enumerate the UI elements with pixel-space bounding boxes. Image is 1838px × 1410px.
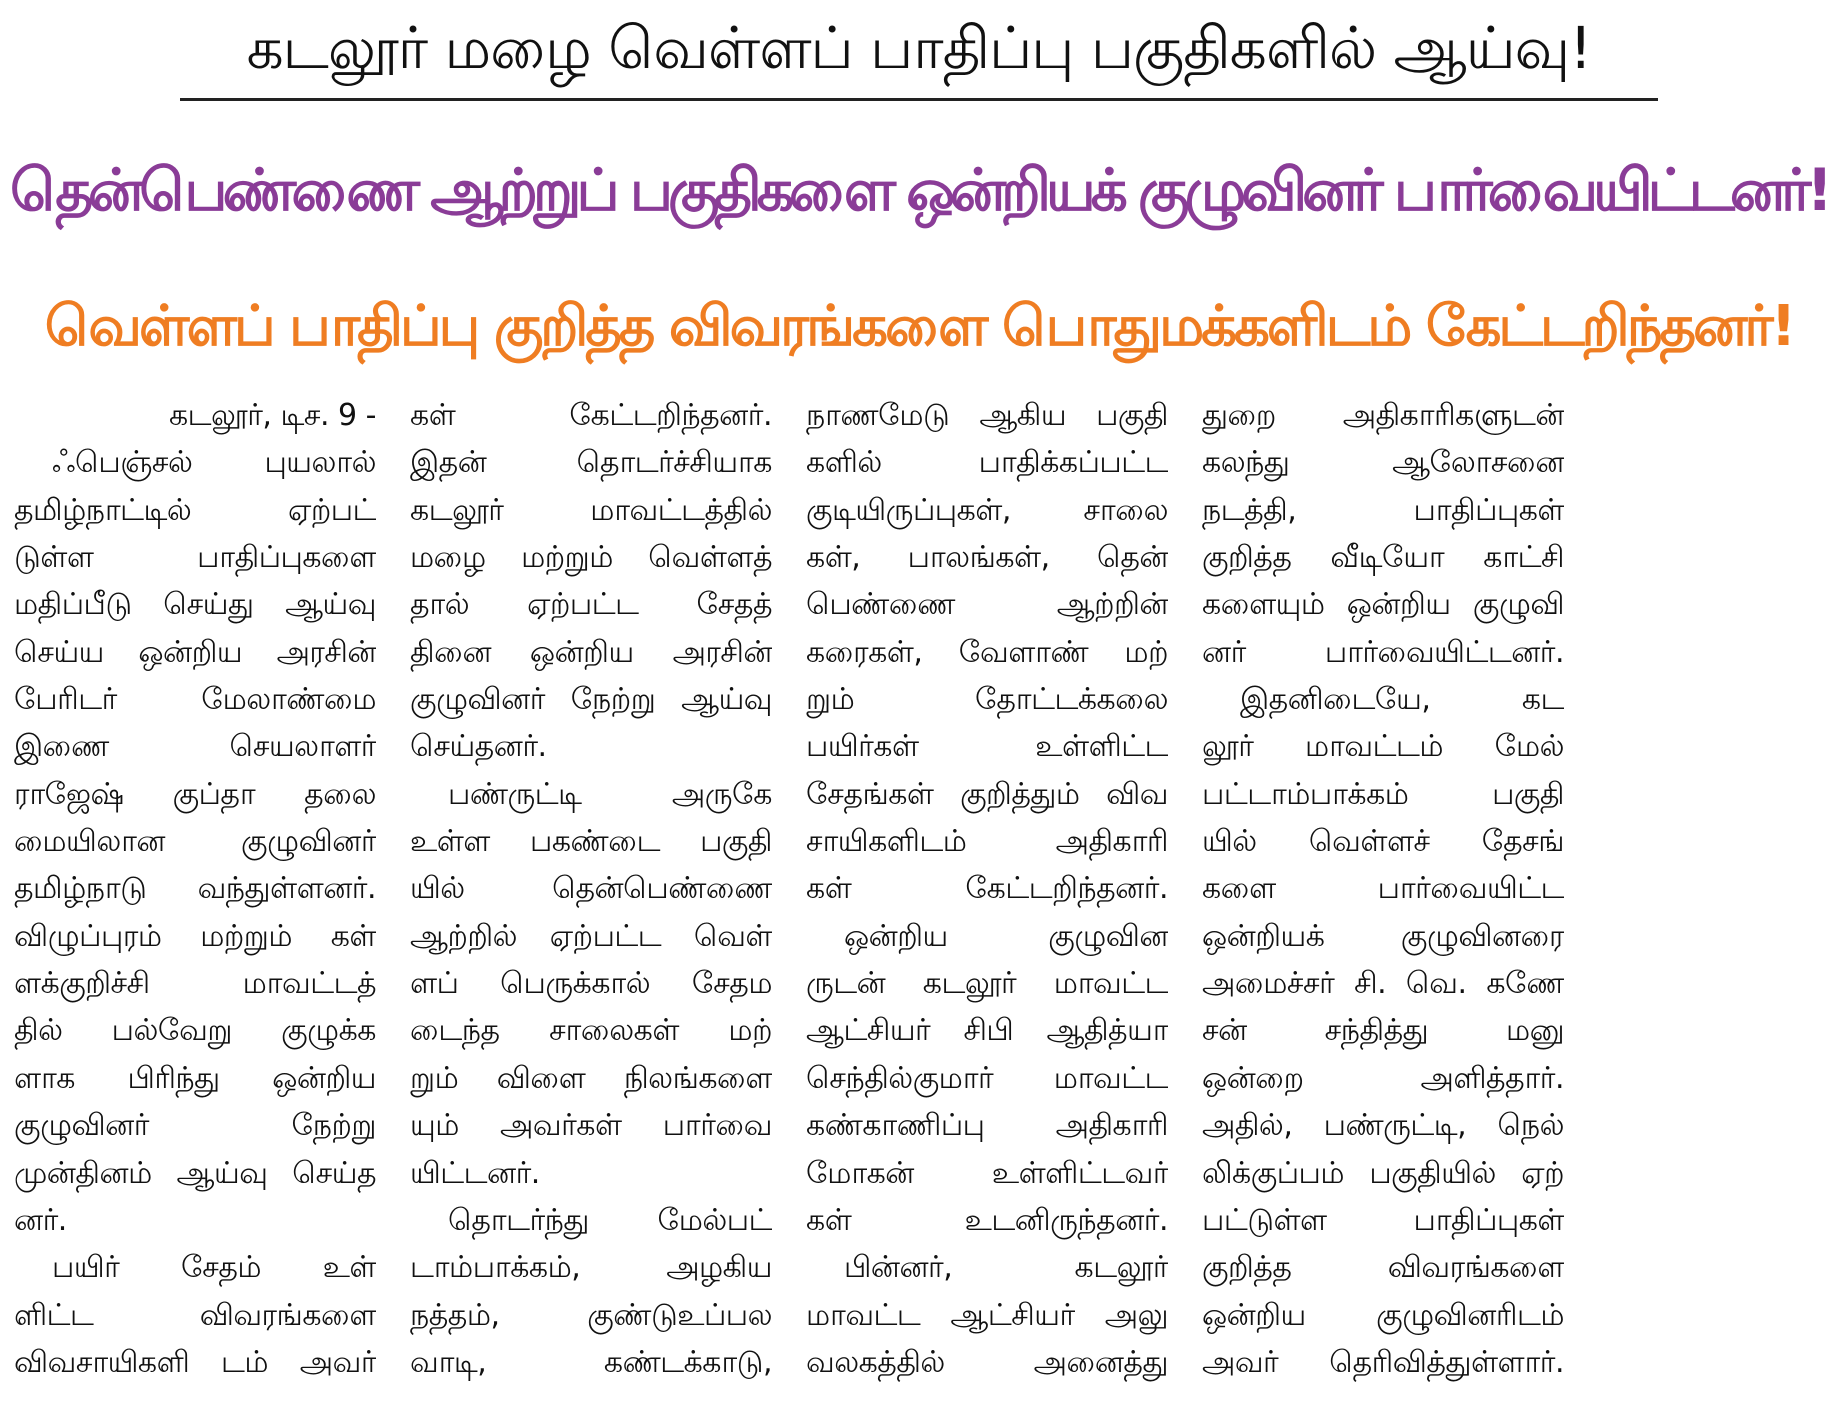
article-line: தமிழ்நாடு வந்துள்ளனர். bbox=[14, 871, 376, 907]
article-line: நடத்தி, பாதிப்புகள் bbox=[1202, 492, 1564, 528]
article-line: தொடர்ந்து மேல்பட் bbox=[448, 1202, 772, 1238]
article-line: யில் வெள்ளச் தேசங் bbox=[1202, 824, 1564, 860]
article-line: சன் சந்தித்து மனு bbox=[1202, 1013, 1564, 1049]
article-line: ளிட்ட விவரங்களை bbox=[14, 1297, 376, 1333]
article-line: குறித்த வீடியோ காட்சி bbox=[1202, 540, 1564, 576]
article-line: பெண்ணை ஆற்றின் bbox=[806, 587, 1168, 623]
article-line: னர் பார்வையிட்டனர். bbox=[1202, 634, 1564, 670]
article-line: யிட்டனர். bbox=[410, 1155, 540, 1191]
article-line: களையும் ஒன்றிய குழுவி bbox=[1202, 587, 1564, 623]
article-line: குழுவினர் நேற்று ஆய்வு bbox=[410, 682, 772, 718]
article-column-4 bbox=[1202, 392, 1564, 1402]
article-line: றும் விளை நிலங்களை bbox=[410, 1060, 772, 1096]
article-line: தினை ஒன்றிய அரசின் bbox=[410, 634, 772, 670]
article-column-2 bbox=[410, 392, 772, 1402]
article-line: உள்ள பகண்டை பகுதி bbox=[410, 824, 772, 860]
article-line: ளக்குறிச்சி மாவட்டத் bbox=[14, 966, 376, 1002]
article-line: ஒன்றியக் குழுவினரை bbox=[1202, 918, 1564, 954]
article-line: கலந்து ஆலோசனை bbox=[1202, 445, 1564, 481]
article-line: னர். bbox=[14, 1202, 67, 1238]
article-line: பேரிடர் மேலாண்மை bbox=[14, 682, 376, 718]
article-line: செய்ய ஒன்றிய அரசின் bbox=[14, 634, 376, 670]
article-line: ஆற்றில் ஏற்பட்ட வெள் bbox=[410, 918, 772, 954]
article-body bbox=[14, 392, 1832, 1402]
article-line: இதனிடையே, கட bbox=[1240, 682, 1564, 718]
article-line: துறை அதிகாரிகளுடன் bbox=[1202, 398, 1564, 433]
article-line: மையிலான குழுவினர் bbox=[14, 824, 376, 860]
article-line: இதன் தொடர்ச்சியாக bbox=[410, 445, 772, 481]
article-line: மாவட்ட ஆட்சியர் அலு bbox=[806, 1297, 1168, 1333]
article-line: குழுவினர் நேற்று bbox=[14, 1108, 376, 1144]
article-line: டுள்ள பாதிப்புகளை bbox=[14, 540, 376, 576]
article-line: முன்தினம் ஆய்வு செய்த bbox=[14, 1155, 376, 1191]
article-line: செந்தில்குமார் மாவட்ட bbox=[806, 1060, 1168, 1096]
article-line: பட்டாம்பாக்கம் பகுதி bbox=[1202, 776, 1564, 812]
article-line: தால் ஏற்பட்ட சேதத் bbox=[410, 587, 772, 623]
article-line: கரைகள், வேளாண் மற் bbox=[806, 634, 1168, 670]
article-line: விழுப்புரம் மற்றும் கள் bbox=[14, 918, 376, 954]
article-line: அமைச்சர் சி. வெ. கணே bbox=[1202, 966, 1564, 1002]
article-line: பட்டுள்ள பாதிப்புகள் bbox=[1202, 1202, 1564, 1238]
article-line: கள் கேட்டறிந்தனர். bbox=[410, 398, 772, 433]
article-line: ருடன் கடலூர் மாவட்ட bbox=[806, 966, 1168, 1002]
article-line: நாணமேடு ஆகிய பகுதி bbox=[806, 398, 1168, 433]
article-line: தில் பல்வேறு குழுக்க bbox=[14, 1013, 376, 1049]
sub-headline: வெள்ளப் பாதிப்பு குறித்த விவரங்களை பொதுமக்களிடம் கேட்டறிந்தனர்! bbox=[44, 294, 1794, 359]
article-line: ஒன்றை அளித்தார். bbox=[1202, 1060, 1564, 1096]
article-line: லிக்குப்பம் பகுதியில் ஏற் bbox=[1202, 1155, 1564, 1191]
article-line: குறித்த விவரங்களை bbox=[1202, 1250, 1564, 1286]
article-line: லூர் மாவட்டம் மேல் bbox=[1202, 729, 1564, 765]
article-line: கள், பாலங்கள், தென் bbox=[806, 540, 1168, 576]
article-line: குடியிருப்புகள், சாலை bbox=[806, 492, 1168, 528]
article-line: யும் அவர்கள் பார்வை bbox=[410, 1108, 772, 1144]
article-line: செய்தனர். bbox=[410, 729, 547, 765]
article-line: களை பார்வையிட்ட bbox=[1202, 871, 1564, 907]
article-line: ளப் பெருக்கால் சேதம bbox=[410, 966, 772, 1002]
article-line: தமிழ்நாட்டில் ஏற்பட் bbox=[14, 492, 376, 528]
article-line: சேதங்கள் குறித்தும் விவ bbox=[806, 776, 1168, 812]
article-line: பண்ருட்டி அருகே bbox=[448, 776, 772, 812]
article-line: அவர் தெரிவித்துள்ளார். bbox=[1202, 1344, 1564, 1380]
article-line: டாம்பாக்கம், அழகிய bbox=[410, 1250, 772, 1286]
article-line: வாடி, கண்டக்காடு, bbox=[410, 1344, 772, 1380]
article-line: ளாக பிரிந்து ஒன்றிய bbox=[14, 1060, 376, 1096]
article-line: வலகத்தில் அனைத்து bbox=[806, 1344, 1168, 1380]
article-line: களில் பாதிக்கப்பட்ட bbox=[806, 445, 1168, 481]
article-line: கடலூர் மாவட்டத்தில் bbox=[410, 492, 772, 528]
kicker-headline: கடலூர் மழை வெள்ளப் பாதிப்பு பகுதிகளில் ஆய்வு! bbox=[246, 14, 1592, 82]
article-line: கள் உடனிருந்தனர். bbox=[806, 1202, 1168, 1238]
article-line: சாயிகளிடம் அதிகாரி bbox=[806, 824, 1168, 860]
article-line: இணை செயலாளர் bbox=[14, 729, 376, 765]
article-line: விவசாயிகளி டம் அவர் bbox=[14, 1344, 376, 1380]
article-line: பயிர் சேதம் உள் bbox=[52, 1250, 376, 1286]
main-headline: தென்பெண்ணை ஆற்றுப் பகுதிகளை ஒன்றியக் குழுவினர் பார்வையிட்டனர்! bbox=[10, 156, 1828, 224]
article-line: டைந்த சாலைகள் மற் bbox=[410, 1013, 772, 1049]
article-line: ஃபெஞ்சல் புயலால் bbox=[52, 445, 376, 481]
article-line: ஆட்சியர் சிபி ஆதித்யா bbox=[806, 1013, 1168, 1049]
article-line: ஒன்றிய குழுவின bbox=[844, 918, 1168, 954]
article-line: கண்காணிப்பு அதிகாரி bbox=[806, 1108, 1168, 1144]
article-line: ராஜேஷ் குப்தா தலை bbox=[14, 776, 376, 812]
article-line: நத்தம், குண்டுஉப்பல bbox=[410, 1297, 772, 1333]
article-column-1 bbox=[14, 392, 376, 1402]
article-line: மோகன் உள்ளிட்டவர் bbox=[806, 1155, 1168, 1191]
article-line: மழை மற்றும் வெள்ளத் bbox=[410, 540, 772, 576]
article-column-3 bbox=[806, 392, 1168, 1402]
article-line: றும் தோட்டக்கலை bbox=[806, 682, 1168, 718]
article-line: பின்னர், கடலூர் bbox=[844, 1250, 1168, 1286]
kicker-underline bbox=[180, 98, 1658, 101]
article-line: ஒன்றிய குழுவினரிடம் bbox=[1202, 1297, 1564, 1333]
article-line: யில் தென்பெண்ணை bbox=[410, 871, 772, 907]
article-line: மதிப்பீடு செய்து ஆய்வு bbox=[14, 587, 376, 623]
article-line: பயிர்கள் உள்ளிட்ட bbox=[806, 729, 1168, 765]
article-line: அதில், பண்ருட்டி, நெல் bbox=[1202, 1108, 1564, 1144]
article-line: கடலூர், டிச. 9 - bbox=[168, 398, 376, 433]
article-line: கள் கேட்டறிந்தனர். bbox=[806, 871, 1168, 907]
